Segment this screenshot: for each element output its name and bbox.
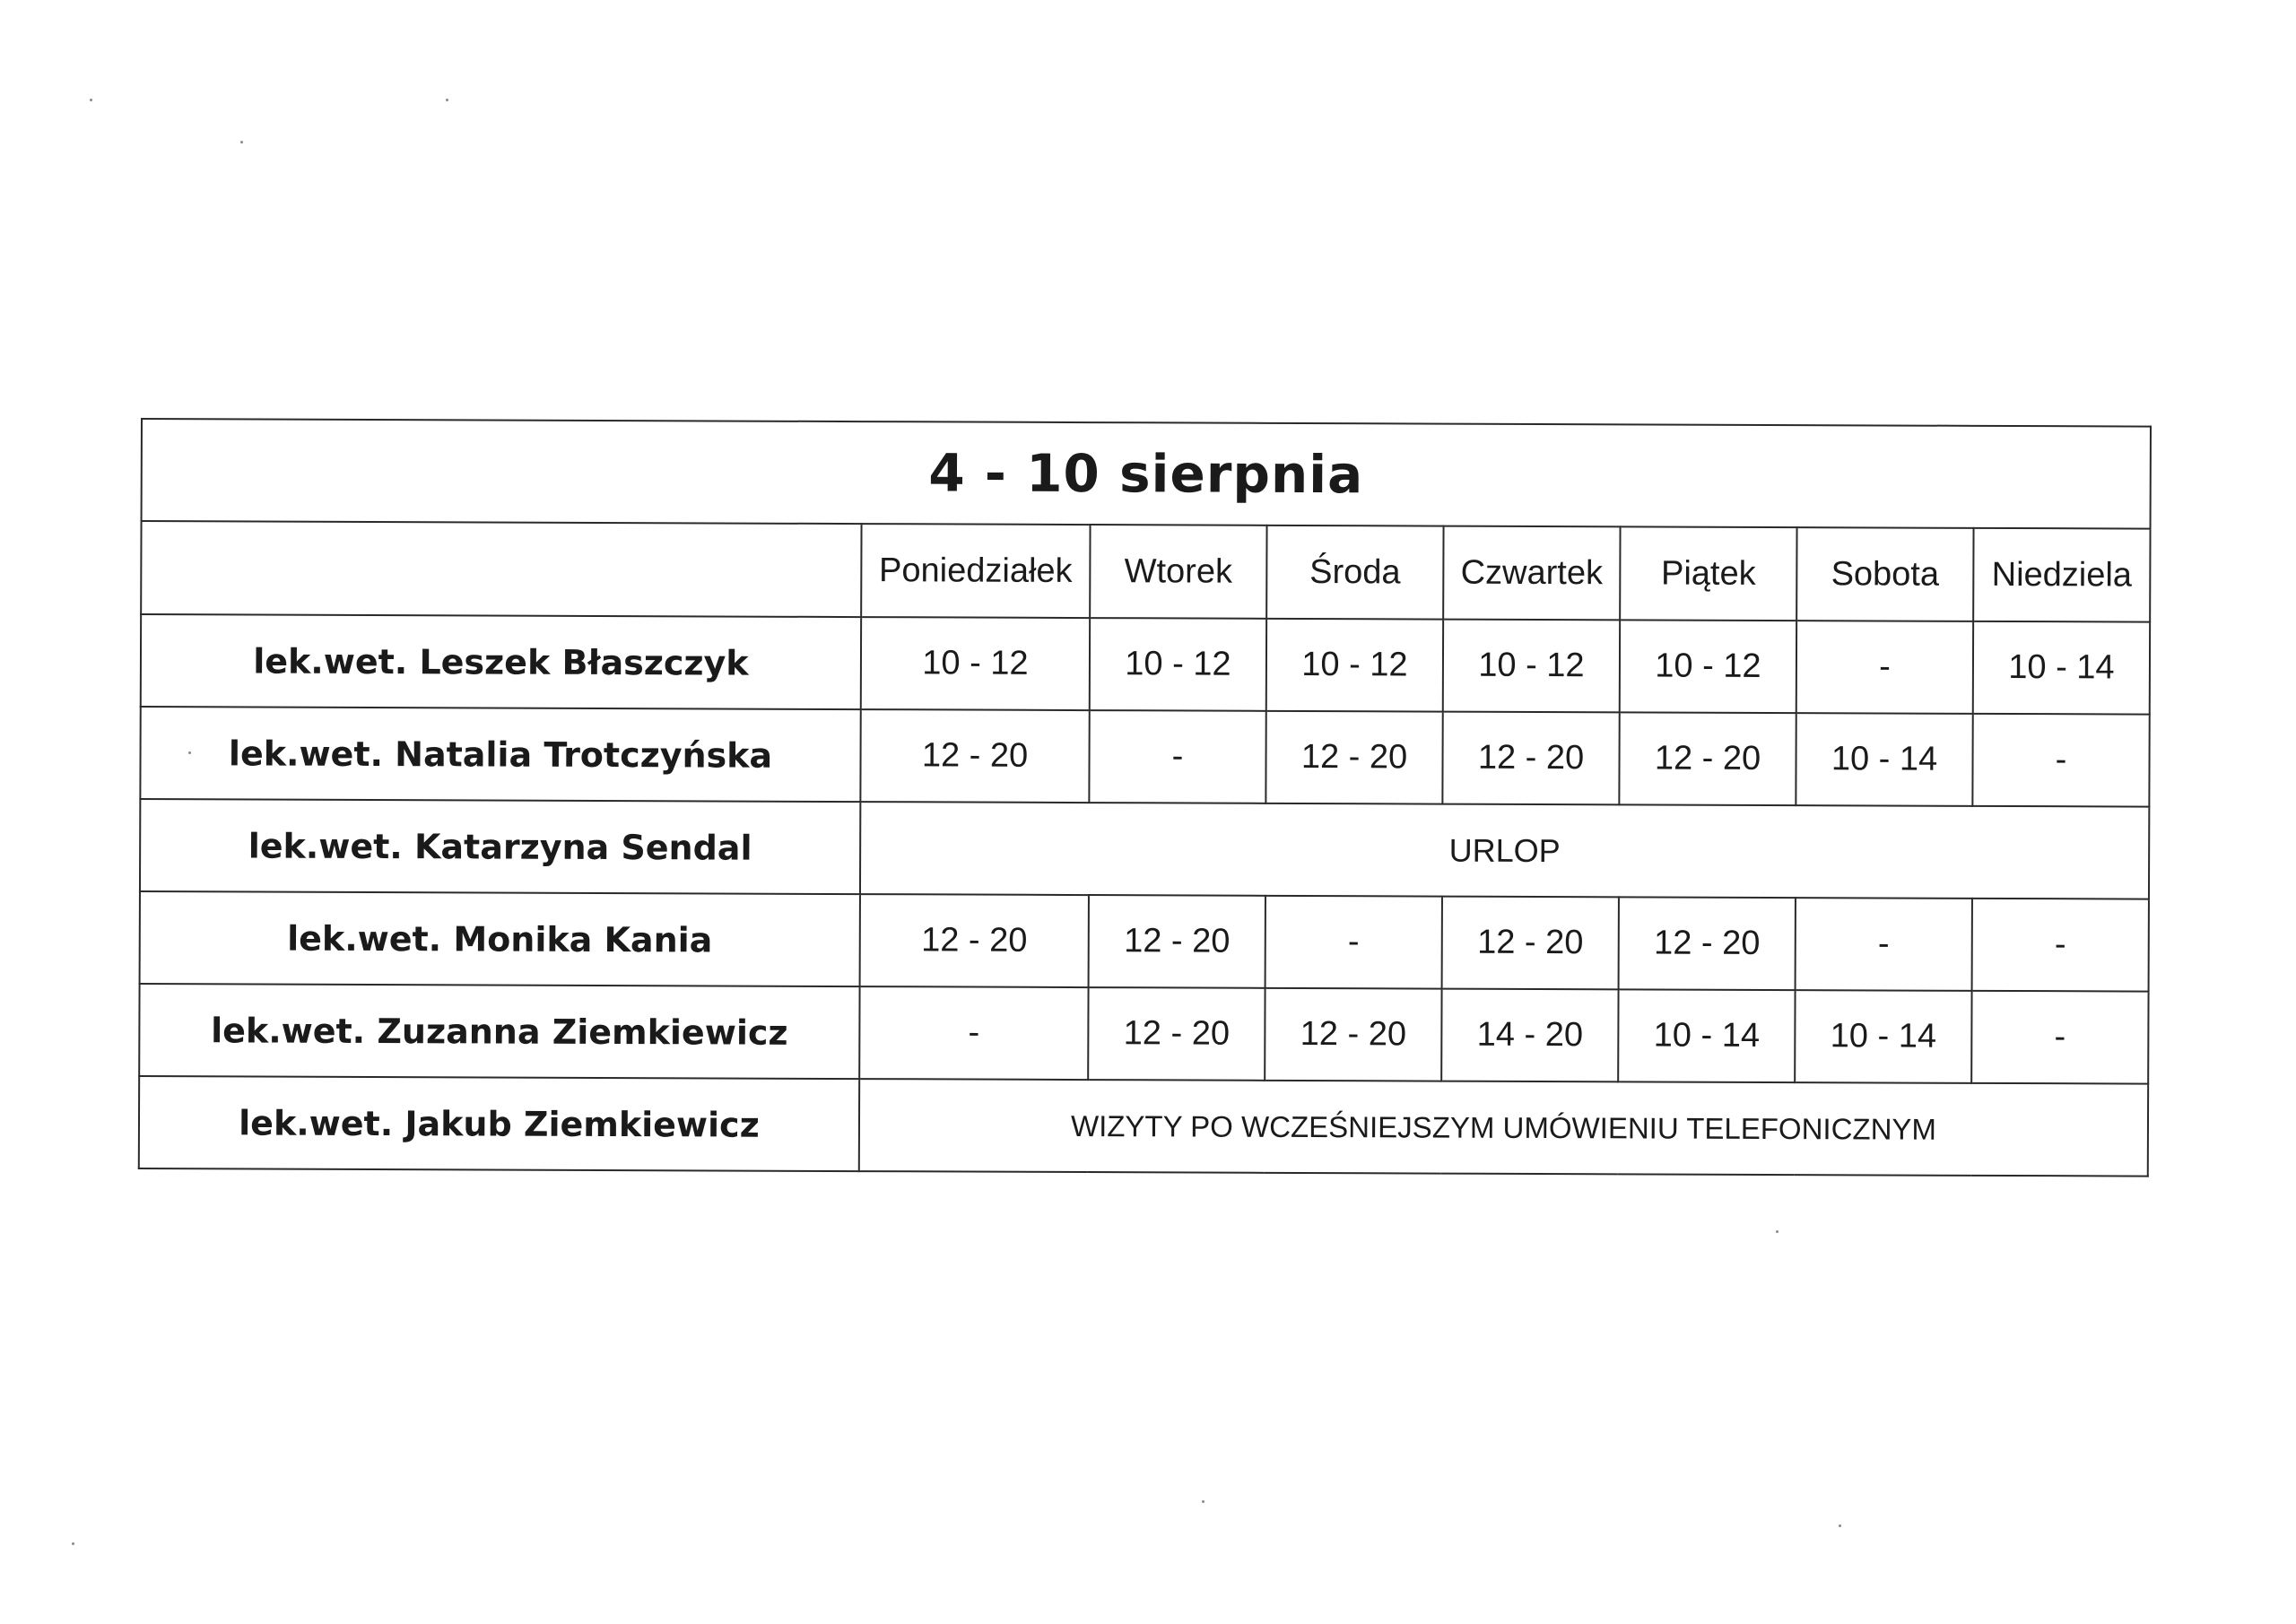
hours-cell: - xyxy=(1265,896,1442,989)
day-header: Wtorek xyxy=(1090,525,1266,619)
vacation-note: URLOP xyxy=(860,802,2149,899)
hours-cell: 10 - 12 xyxy=(1620,620,1796,713)
vet-name: lek.wet. Monika Kania xyxy=(140,891,860,986)
hours-cell: - xyxy=(859,986,1088,1080)
hours-cell: 12 - 20 xyxy=(860,894,1089,987)
hours-cell: 10 - 14 xyxy=(1795,990,1971,1083)
vet-name: lek.wet. Jakub Ziemkiewicz xyxy=(139,1076,859,1171)
scan-speck xyxy=(90,99,92,101)
header-empty-cell xyxy=(141,521,861,617)
table-row xyxy=(140,799,2149,899)
hours-cell: 12 - 20 xyxy=(1442,712,1619,805)
vet-name: lek.wet. Leszek Błaszczyk xyxy=(141,614,861,709)
hours-cell: 12 - 20 xyxy=(860,709,1089,803)
scan-speck xyxy=(1839,1524,1841,1527)
hours-cell: 10 - 14 xyxy=(1973,621,2150,715)
vet-name: lek.wet. Katarzyna Sendal xyxy=(140,799,860,894)
hours-cell: 12 - 20 xyxy=(1088,987,1265,1081)
table-row xyxy=(140,891,2149,992)
scan-speck xyxy=(1202,1500,1205,1503)
day-header: Czwartek xyxy=(1443,526,1620,621)
day-header: Piątek xyxy=(1620,526,1796,621)
vet-name: lek.wet. Natalia Trotczyńska xyxy=(140,707,860,802)
hours-cell: - xyxy=(1796,621,1973,714)
table-row xyxy=(141,614,2150,715)
hours-cell: - xyxy=(1971,991,2148,1084)
hours-cell: 10 - 12 xyxy=(1266,619,1443,712)
title-row xyxy=(142,419,2151,529)
hours-cell: - xyxy=(1972,714,2149,807)
hours-cell: 14 - 20 xyxy=(1441,989,1618,1082)
day-header: Środa xyxy=(1266,525,1443,620)
schedule-table xyxy=(138,418,2152,1177)
hours-cell: 12 - 20 xyxy=(1442,897,1619,990)
hours-cell: 12 - 20 xyxy=(1265,711,1442,804)
hours-cell: 10 - 12 xyxy=(861,617,1090,710)
scan-speck xyxy=(1776,1230,1779,1233)
scan-speck xyxy=(240,141,243,143)
day-header: Poniedziałek xyxy=(861,524,1090,618)
schedule-title: 4 - 10 sierpnia xyxy=(142,419,2151,529)
hours-cell: - xyxy=(1972,899,2149,992)
hours-cell: 10 - 12 xyxy=(1090,618,1266,711)
day-header: Sobota xyxy=(1796,527,1973,621)
hours-cell: - xyxy=(1796,898,1972,991)
vet-name: lek.wet. Zuzanna Ziemkiewicz xyxy=(139,984,859,1079)
table-row xyxy=(139,984,2148,1084)
hours-cell: 10 - 14 xyxy=(1796,713,1972,806)
hours-cell: 12 - 20 xyxy=(1619,712,1796,805)
table-row xyxy=(139,1076,2148,1177)
hours-cell: 12 - 20 xyxy=(1089,895,1265,988)
hours-cell: 10 - 12 xyxy=(1443,620,1620,713)
hours-cell: 12 - 20 xyxy=(1265,988,1441,1081)
scan-speck xyxy=(446,99,448,101)
day-header: Niedziela xyxy=(1973,528,2150,622)
hours-cell: 12 - 20 xyxy=(1619,897,1796,990)
hours-cell: 10 - 14 xyxy=(1618,989,1795,1082)
appointment-note: WIZYTY PO WCZEŚNIEJSZYM UMÓWIENIU TELEFONICZNYM xyxy=(859,1079,2148,1177)
day-header-row xyxy=(141,521,2150,622)
table-row xyxy=(140,707,2149,807)
scan-speck xyxy=(72,1542,74,1545)
hours-cell: - xyxy=(1089,710,1265,803)
